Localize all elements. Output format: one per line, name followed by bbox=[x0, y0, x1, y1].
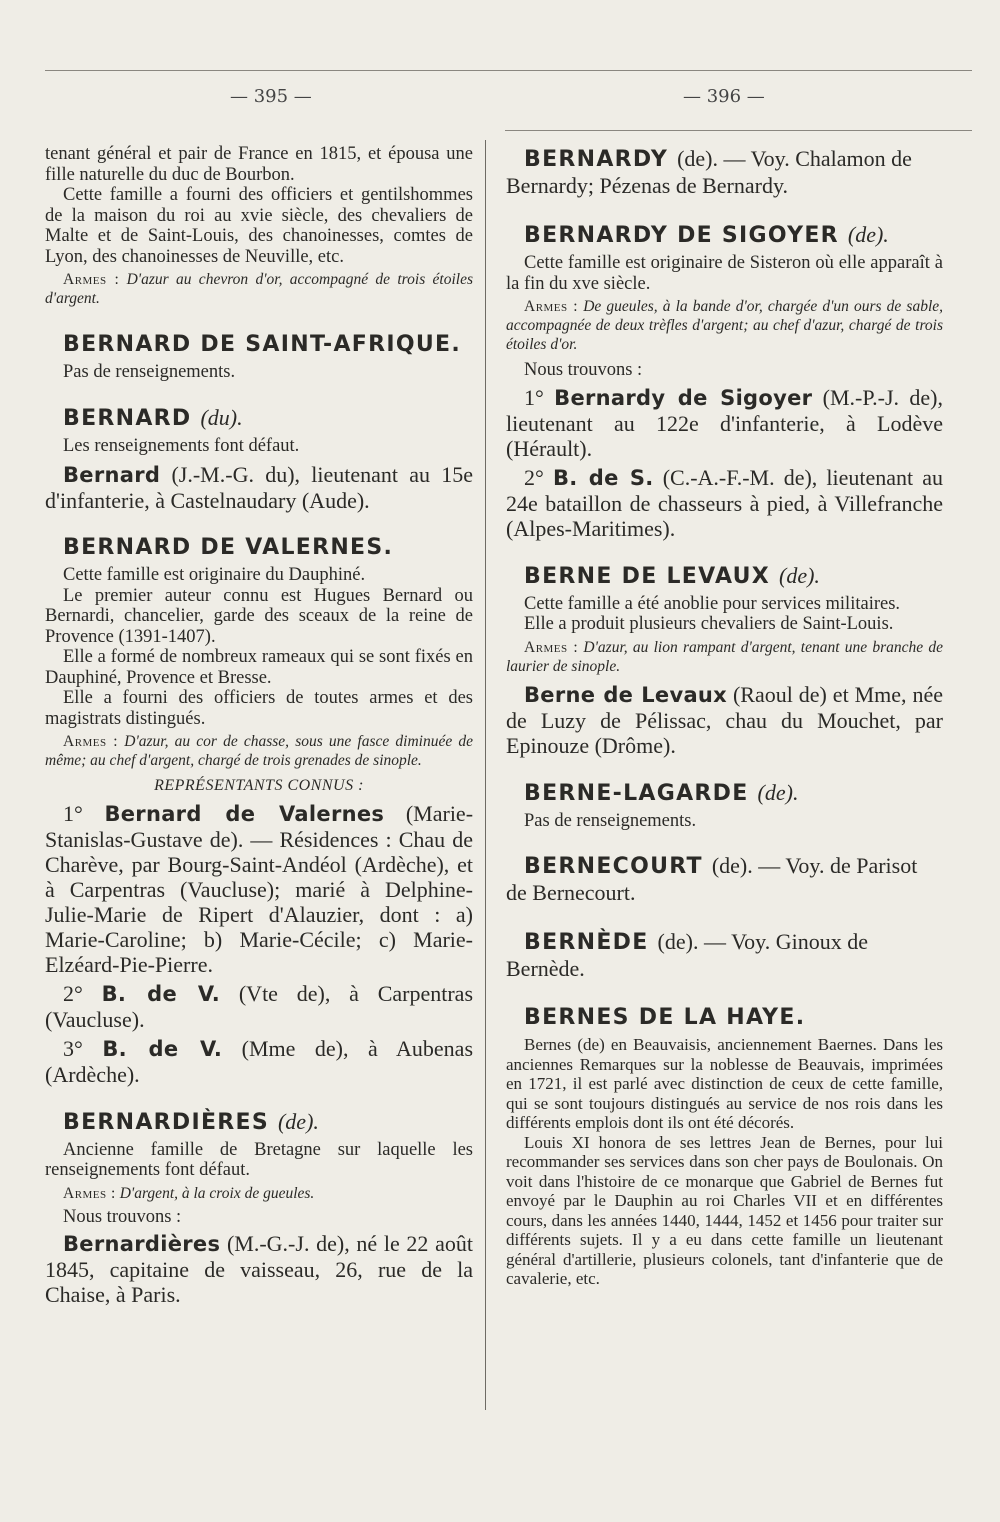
entry-heading-name: BERNARDY DE SIGOYER bbox=[524, 223, 839, 248]
paragraph: Cette famille a été anoblie pour services militaires. bbox=[524, 593, 901, 614]
entry-heading: BERNARD DE VALERNES. bbox=[63, 535, 394, 560]
entry-heading-name: BERNARDIÈRES bbox=[63, 1109, 270, 1135]
entry-number: 2° bbox=[524, 464, 544, 490]
entry-heading-particle: (de). bbox=[757, 779, 799, 805]
entry-number: 3° bbox=[63, 1035, 83, 1061]
arms-entry bbox=[45, 270, 473, 308]
paragraph: Louis XI honora de ses lettres Jean de Bernes, pour lui recommander ses services dans son cher pays de Boulonais. On voit dans l'histoire de ce monarque que Gabriel de Bernes fut envoyé par le Dauphin au roi Charles VII et en différentes cours, dans les années 1440, 1444, 1452 et 1456 pour traiter sur différents sujets. Il y a eu dans cette famille un lieutenant général d'artillerie, plusieurs colonels, tant d'infanterie que de cavalerie, etc. bbox=[506, 1132, 943, 1288]
paragraph: Le premier auteur connu est Hugues Bernard ou Bernardi, chancelier, garde des sceaux de la reine de Provence (1391-1407). bbox=[45, 585, 473, 647]
arms-text: D'azur au chevron d'or, accompagné de trois étoiles d'argent. bbox=[45, 271, 474, 307]
entry-heading bbox=[506, 146, 943, 200]
paragraph: Nous trouvons : bbox=[524, 360, 643, 380]
person-details: (Vte de), à Carpentras (Vaucluse). bbox=[45, 980, 474, 1032]
person-entry bbox=[506, 465, 943, 541]
paragraph: Pas de renseignements. bbox=[63, 362, 236, 382]
entry-heading-name: BERNE DE LEVAUX bbox=[524, 563, 771, 589]
entry-heading bbox=[506, 929, 943, 983]
person-name: B. de S. bbox=[552, 465, 654, 490]
entry-heading bbox=[506, 853, 943, 907]
paragraph: Elle a fourni des officiers de toutes armes et des magistrats distingués. bbox=[45, 688, 473, 729]
paragraph: Cette famille est originaire de Sisteron où elle apparaît à la fin du xve siècle. bbox=[506, 253, 943, 294]
paragraph: tenant général et pair de France en 1815, et épousa une fille naturelle du duc de Bourbon. bbox=[45, 144, 473, 185]
arms-entry bbox=[506, 638, 943, 676]
person-entry bbox=[45, 1036, 473, 1087]
arms-text: D'azur, au cor de chasse, sous une fasce diminuée de même; au chef d'argent, chargé de trois grenades de sinople. bbox=[45, 733, 473, 769]
paragraph: Ancienne famille de Bretagne sur laquelle les renseignements font défaut. bbox=[45, 1139, 473, 1180]
person-name: Bernardy de Sigoyer bbox=[554, 385, 813, 410]
entry-heading bbox=[506, 563, 943, 590]
person-entry bbox=[506, 385, 943, 461]
person-name: Bernard de Valernes bbox=[104, 801, 385, 826]
right-page-number: — 396 — bbox=[683, 86, 765, 107]
entry-heading-particle: (de). — Voy. Ginoux de Bernède. bbox=[506, 929, 868, 981]
person-details: (J.-M.-G. du), lieutenant au 15e d'infanterie, à Castelnaudary (Aude). bbox=[45, 462, 474, 513]
paragraph: Les renseignements font défaut. bbox=[63, 435, 300, 456]
arms-entry bbox=[506, 297, 943, 354]
paragraph: Nous trouvons : bbox=[63, 1206, 182, 1227]
paragraph: Pas de renseignements. bbox=[524, 810, 697, 831]
person-entry bbox=[45, 462, 473, 513]
arms-text: De gueules, à la bande d'or, chargée d'un ours de sable, accompagnée de deux trèfles d'argent; au chef d'azur, chargé de trois étoiles d'or. bbox=[506, 298, 944, 353]
column-divider bbox=[485, 140, 486, 1410]
person-details: (M.-G.-J. de), né le 22 août 1845, capitaine de vaisseau, 26, rue de la Chaise, à Paris. bbox=[45, 1231, 473, 1307]
person-details: (Mme de), à Aubenas (Ardèche). bbox=[45, 1035, 474, 1087]
arms-label: Armes : bbox=[63, 271, 120, 288]
person-entry bbox=[506, 682, 943, 758]
entry-heading bbox=[506, 222, 943, 249]
entry-heading-particle: (de). bbox=[847, 222, 889, 247]
entry-heading-particle: (du). bbox=[200, 404, 243, 430]
entry-heading: BERNES DE LA HAYE. bbox=[524, 1005, 806, 1030]
entry-heading-name: BERNÈDE bbox=[524, 930, 649, 955]
right-header-rule bbox=[505, 130, 972, 131]
entry-heading bbox=[45, 1109, 473, 1136]
entry-heading-particle: (de). bbox=[779, 562, 820, 588]
person-name: B. de V. bbox=[102, 1036, 223, 1061]
arms-entry bbox=[45, 732, 473, 770]
entry-number: 2° bbox=[63, 980, 83, 1006]
person-name: Berne de Levaux bbox=[524, 682, 728, 707]
entry-number: 1° bbox=[63, 800, 83, 826]
person-details: (Raoul de) et Mme, née de Luzy de Pélissac, chau du Mouchet, par Epinouze (Drôme). bbox=[506, 681, 944, 758]
paragraph: Bernes (de) en Beauvaisis, anciennement Baernes. Dans les anciennes Remarques sur la noblesse de Beauvais, imprimées en 1721, il est parlé avec distinction de ceux de cette famille, qui se sont toujours distingués au service de nos rois dans les différents emplois dont ils ont été décorés. bbox=[506, 1035, 943, 1132]
left-page-number: — 395 — bbox=[230, 86, 312, 107]
entry-heading-name: BERNE-LAGARDE bbox=[524, 780, 749, 806]
person-details: (Marie-Stanislas-Gustave de). — Résidences : Chau de Charève, par Bourg-Saint-Andéol (Ardèche), et à Carpentras (Vaucluse); marié à Delphine-Julie-Marie de Ripert d'Alauzier, dont : a) Marie-Caroline; b) Marie-Cécile; c) Marie-Elzéard-Pie-Pierre. bbox=[45, 800, 474, 977]
representatives-heading: REPRÉSENTANTS CONNUS : bbox=[154, 777, 364, 794]
person-name: Bernardières bbox=[63, 1232, 221, 1256]
left-column bbox=[45, 144, 473, 1307]
person-details: (C.-A.-F.-M. de), lieutenant au 24e bataillon de chasseurs à pied, à Villefranche (Alpes-Maritimes). bbox=[506, 464, 944, 541]
entry-heading-name: BERNARDY bbox=[524, 147, 669, 172]
person-entry bbox=[45, 801, 473, 977]
entry-heading-particle: (de). — Voy. de Parisot de Bernecourt. bbox=[506, 853, 918, 905]
arms-label: Armes : bbox=[524, 298, 579, 315]
arms-label: Armes : bbox=[63, 1184, 116, 1202]
entry-number: 1° bbox=[524, 384, 544, 410]
arms-text: D'argent, à la croix de gueules. bbox=[119, 1184, 315, 1202]
entry-heading-particle: (de). bbox=[277, 1108, 319, 1134]
paragraph: Elle a produit plusieurs chevaliers de Saint-Louis. bbox=[524, 614, 894, 634]
arms-label: Armes : bbox=[524, 638, 579, 656]
right-column bbox=[506, 144, 943, 1289]
paragraph: Elle a formé de nombreux rameaux qui se sont fixés en Dauphiné, Provence et Bresse. bbox=[45, 647, 473, 688]
paragraph: Cette famille est originaire du Dauphiné. bbox=[63, 565, 366, 585]
person-entry bbox=[45, 981, 473, 1032]
person-name: Bernard bbox=[63, 463, 161, 487]
paragraph: Cette famille a fourni des officiers et gentilshommes de la maison du roi au xvie siècle, des chevaliers de Malte et de Saint-Louis, des chanoinesses, comtes de Lyon, des chanoinesses de Neuville, etc. bbox=[45, 185, 473, 267]
entry-heading-name: BERNECOURT bbox=[524, 854, 703, 879]
person-name: B. de V. bbox=[101, 981, 221, 1006]
person-details: (M.-P.-J. de), lieutenant au 122e d'infanterie, à Lodève (Hérault). bbox=[506, 384, 943, 461]
entry-heading-particle: (de). — Voy. Chalamon de Bernardy; Pézenas de Bernardy. bbox=[506, 146, 912, 198]
person-entry bbox=[45, 1231, 473, 1307]
top-rule bbox=[45, 70, 972, 71]
entry-heading-name: BERNARD bbox=[63, 405, 192, 431]
entry-heading bbox=[506, 780, 943, 807]
entry-heading bbox=[45, 405, 473, 432]
entry-heading: BERNARD DE SAINT-AFRIQUE. bbox=[63, 332, 461, 357]
arms-label: Armes : bbox=[63, 733, 119, 750]
arms-text: D'azur, au lion rampant d'argent, tenant une branche de laurier de sinople. bbox=[506, 638, 943, 675]
arms-entry bbox=[45, 1184, 473, 1203]
